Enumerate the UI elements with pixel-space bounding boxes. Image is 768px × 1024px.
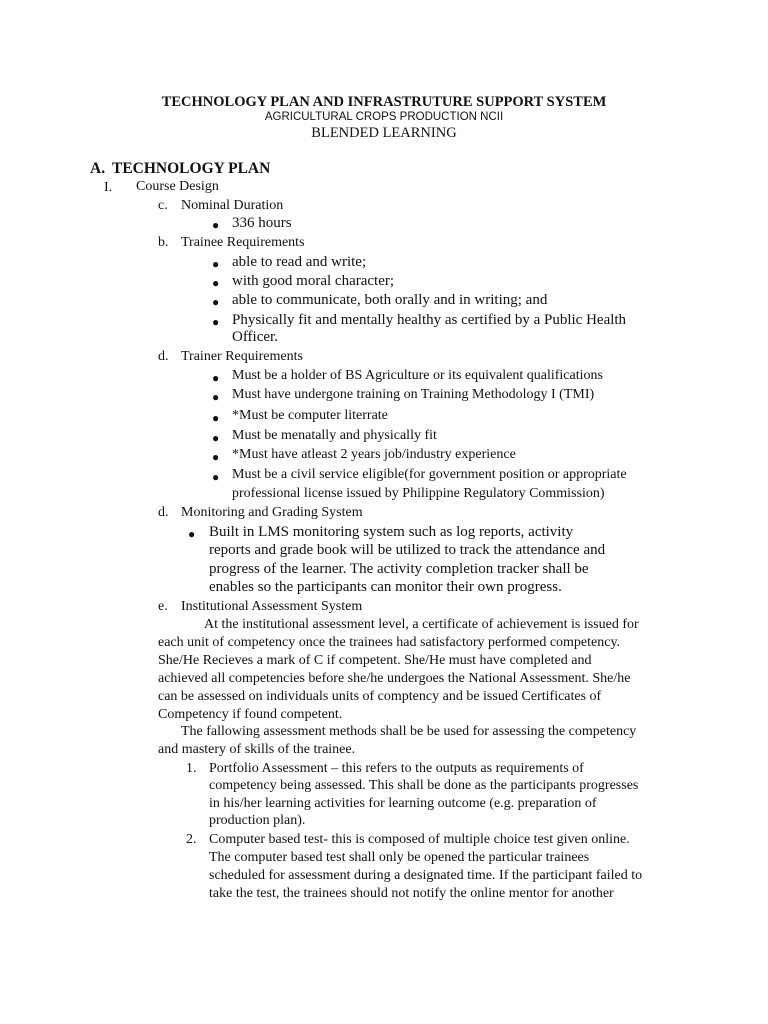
numbered-item-line: Portfolio Assessment – this refers to the outputs as requirements of [209, 761, 584, 776]
bullet-icon: ● [212, 470, 220, 484]
list-item-continuation: professional license issued by Philippine Regulatory Commission) [232, 486, 605, 501]
bullet-icon: ● [212, 315, 220, 329]
monitoring-marker: d. [158, 505, 169, 520]
list-item: with good moral character; [232, 273, 395, 289]
paragraph-line: The fallowing assessment methods shall be be used for assessing the competency [181, 724, 637, 739]
numbered-item-line: take the test, the trainees should not notify the online mentor for another [209, 886, 614, 901]
trainer-requirements-heading: Trainer Requirements [181, 349, 303, 364]
paragraph-line: and mastery of skills of the trainee. [158, 742, 356, 757]
numbered-item-line: Computer based test- this is composed of multiple choice test given online. [209, 832, 630, 847]
paragraph-line: can be assessed on individuals units of comptency and be issued Certificates of [158, 689, 602, 704]
section-a-label: A. [90, 160, 106, 177]
trainee-requirements-heading: Trainee Requirements [181, 235, 305, 250]
nominal-duration-heading: Nominal Duration [181, 198, 284, 213]
paragraph-line: achieved all competencies before she/he undergoes the National Assessment. She/he [158, 671, 631, 686]
list-item-continuation: Officer. [232, 329, 278, 345]
paragraph-line: Built in LMS monitoring system such as log reports, activity [209, 524, 574, 540]
list-item: 336 hours [232, 215, 292, 231]
list-item: Physically fit and mentally healthy as certified by a Public Health [232, 312, 627, 328]
list-item: *Must have atleast 2 years job/industry experience [232, 447, 516, 462]
institutional-heading: Institutional Assessment System [181, 599, 363, 614]
paragraph-line: Competency if found competent. [158, 707, 343, 722]
paragraph-line: enables so the participants can monitor their own progress. [209, 579, 562, 595]
course-design-numeral: I. [104, 180, 113, 195]
numbered-item-line: production plan). [209, 813, 306, 828]
bullet-icon: ● [188, 527, 196, 541]
paragraph-line: At the institutional assessment level, a certificate of achievement is issued for [204, 617, 639, 632]
bullet-icon: ● [212, 295, 220, 309]
learning-mode: BLENDED LEARNING [311, 125, 457, 141]
paragraph-line: She/He Recieves a mark of C if competent. She/He must have completed and [158, 653, 592, 668]
list-item: Must be menatally and physically fit [232, 428, 437, 443]
numbered-item-marker: 2. [186, 832, 197, 847]
bullet-icon: ● [212, 276, 220, 290]
bullet-icon: ● [212, 450, 220, 464]
bullet-icon: ● [212, 411, 220, 425]
bullet-icon: ● [212, 371, 220, 385]
bullet-icon: ● [212, 257, 220, 271]
list-item: *Must be computer literrate [232, 408, 388, 423]
list-item: able to read and write; [232, 254, 367, 270]
numbered-item-marker: 1. [186, 761, 197, 776]
course-design-heading: Course Design [136, 179, 219, 194]
trainee-requirements-marker: b. [158, 235, 169, 250]
list-item: able to communicate, both orally and in writing; and [232, 292, 548, 308]
numbered-item-line: The computer based test shall only be opened the particular trainees [209, 850, 590, 865]
list-item: Must be a civil service eligible(for government position or appropriate [232, 467, 627, 482]
bullet-icon: ● [212, 218, 220, 232]
document-subtitle: AGRICULTURAL CROPS PRODUCTION NCII [264, 111, 504, 123]
numbered-item-line: scheduled for assessment during a designated time. If the participant failed to [209, 868, 643, 883]
bullet-icon: ● [212, 431, 220, 445]
trainer-requirements-marker: d. [158, 349, 169, 364]
numbered-item-line: competency being assessed. This shall be done as the participants progresses [209, 778, 639, 793]
paragraph-line: each unit of competency once the trainees had satisfactory performed competency. [158, 635, 621, 650]
section-a-title: TECHNOLOGY PLAN [112, 160, 271, 177]
paragraph-line: progress of the learner. The activity completion tracker shall be [209, 561, 589, 577]
institutional-marker: e. [158, 599, 168, 614]
list-item: Must have undergone training on Training Methodology I (TMI) [232, 387, 595, 402]
paragraph-line: reports and grade book will be utilized to track the attendance and [209, 542, 606, 558]
nominal-duration-marker: c. [158, 198, 168, 213]
monitoring-heading: Monitoring and Grading System [181, 505, 363, 520]
list-item: Must be a holder of BS Agriculture or its equivalent qualifications [232, 368, 603, 383]
bullet-icon: ● [212, 390, 220, 404]
document-title: TECHNOLOGY PLAN AND INFRASTRUTURE SUPPORT SYSTEM [161, 94, 607, 110]
numbered-item-line: in his/her learning activities for learning outcome (e.g. preparation of [209, 796, 597, 811]
